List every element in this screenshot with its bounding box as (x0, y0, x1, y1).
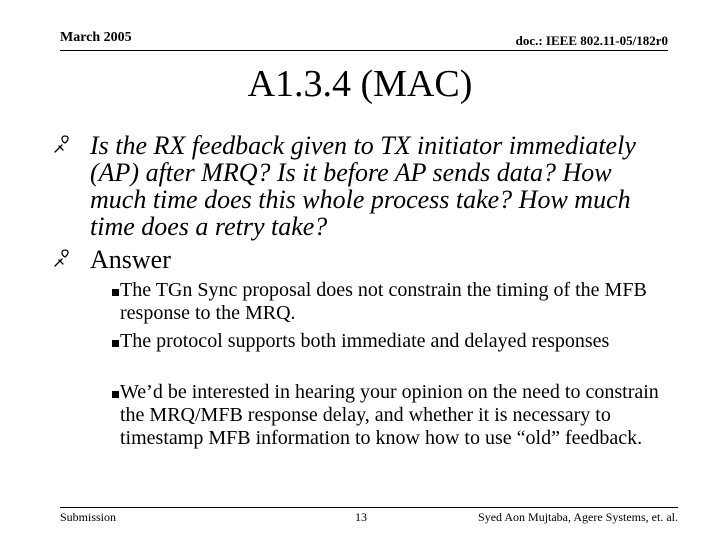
footer-page-number: 13 (355, 510, 367, 524)
sub-bullet-opinion (112, 381, 682, 450)
bullet-question (52, 132, 652, 240)
sub-bullet-timing (112, 279, 682, 325)
sub-bullet-text: The TGn Sync proposal does not constrain the timing of the MFB response to the MRQ. (120, 279, 647, 324)
square-bullet-icon (112, 391, 119, 398)
sub-bullet-text: We’d be interested in hearing your opinion on the need to constrain the MRQ/MFB response delay, and whether it is necessary to timestamp MFB information to know how to use “old” feedback. (120, 381, 659, 449)
bullet-question-text: Is the RX feedback given to TX initiator immediately (AP) after MRQ? Is it before AP sends data? How much time does this whole process take? How much time does a retry take? (90, 131, 636, 241)
footer-submission: Submission (60, 510, 117, 524)
header-doc-id: doc.: IEEE 802.11-05/182r0 (515, 33, 668, 48)
paragraph-hook-bullet-icon (52, 249, 72, 269)
bullet-answer (52, 246, 652, 273)
footer-author: Syed Aon Mujtaba, Agere Systems, et. al. (478, 510, 678, 524)
header-date: March 2005 (60, 30, 132, 45)
sub-bullet-responses (112, 330, 682, 353)
slide-title: A1.3.4 (MAC) (247, 63, 473, 105)
square-bullet-icon (112, 340, 119, 347)
footer-divider (60, 507, 678, 508)
paragraph-hook-bullet-icon (52, 135, 72, 155)
sub-bullet-text: The protocol supports both immediate and delayed responses (120, 330, 610, 352)
bullet-answer-text: Answer (90, 245, 171, 274)
header-divider (60, 50, 668, 51)
square-bullet-icon (112, 289, 119, 296)
